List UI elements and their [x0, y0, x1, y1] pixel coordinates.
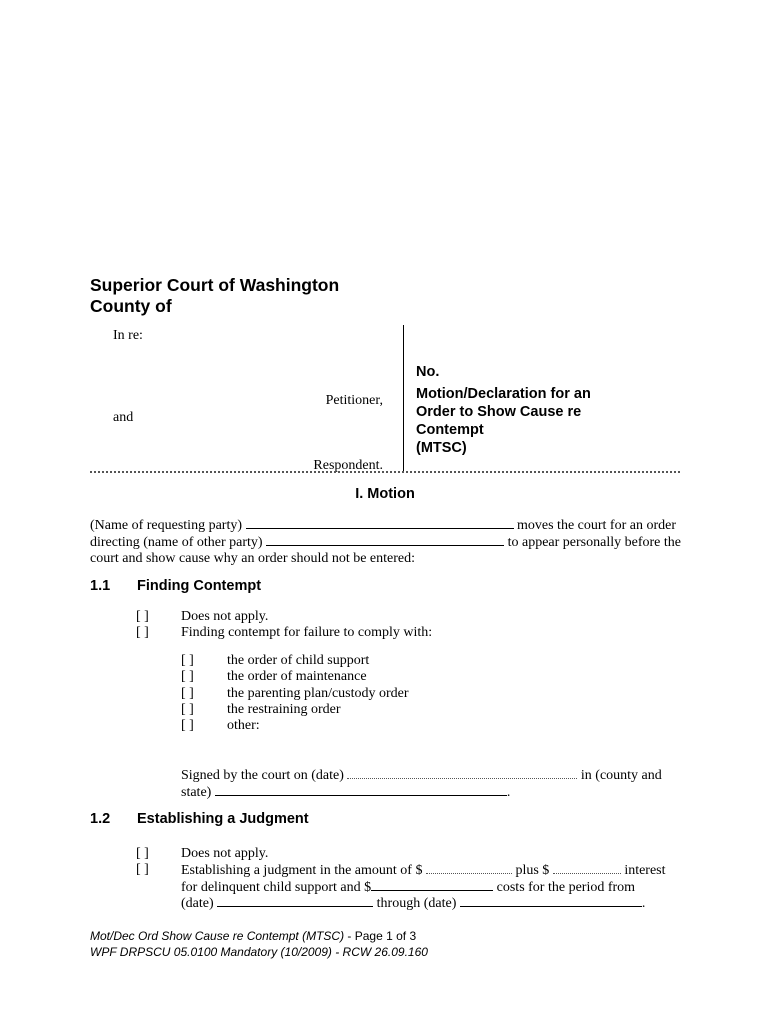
- judgment-amount-label: Establishing a judgment in the amount of $: [181, 863, 423, 878]
- period: .: [641, 896, 646, 911]
- period: .: [506, 785, 511, 800]
- form-title-line: (MTSC): [416, 440, 467, 456]
- respondent-label: Respondent.: [313, 458, 383, 473]
- option-label: other:: [227, 718, 260, 733]
- section-number: 1.2: [90, 811, 111, 827]
- motion-text: to appear personally before the: [507, 535, 681, 550]
- interest-amount-field[interactable]: [553, 861, 621, 874]
- signed-date-label: Signed by the court on (date): [181, 768, 344, 783]
- option-label: the order of child support: [227, 653, 370, 668]
- requesting-party-label: (Name of requesting party): [90, 518, 242, 533]
- checkbox-establish-judgment[interactable]: [ ]: [136, 862, 149, 877]
- county-label: County of: [90, 296, 172, 316]
- judgment-amount-field[interactable]: [426, 861, 512, 874]
- from-date-field[interactable]: [217, 894, 373, 907]
- footer-line-1: [90, 928, 416, 944]
- motion-text: court and show cause why an order should not be entered:: [90, 551, 416, 566]
- other-party-field[interactable]: [266, 533, 504, 546]
- petitioner-label: Petitioner,: [325, 393, 383, 408]
- checkbox-restraining-order[interactable]: [ ]: [181, 702, 194, 717]
- in-re-label: In re:: [113, 328, 143, 343]
- footer-page-number: - Page 1 of 3: [344, 929, 417, 943]
- checkbox-does-not-apply[interactable]: [ ]: [136, 609, 149, 624]
- checkbox-finding-contempt[interactable]: [ ]: [136, 625, 149, 640]
- caption-rule: [90, 471, 680, 473]
- footer-line-2: WPF DRPSCU 05.0100 Mandatory (10/2009) - RCW 26.09.160: [90, 945, 428, 959]
- caption-divider: [403, 325, 404, 472]
- footer-form-name: Mot/Dec Ord Show Cause re Contempt (MTSC): [90, 929, 345, 943]
- county-state-field[interactable]: [215, 783, 507, 796]
- through-date-field[interactable]: [460, 894, 642, 907]
- state-label: state): [181, 785, 212, 800]
- period-from-label: costs for the period from: [496, 880, 636, 895]
- court-name: Superior Court of Washington: [90, 275, 340, 295]
- form-title-line: Contempt: [416, 422, 484, 438]
- interest-label: interest: [624, 863, 666, 878]
- county-state-label: in (county and: [580, 768, 662, 783]
- through-date-label: through (date): [376, 896, 457, 911]
- checkbox-child-support[interactable]: [ ]: [181, 653, 194, 668]
- from-date-label: (date): [181, 896, 214, 911]
- checkbox-judgment-not-apply[interactable]: [ ]: [136, 846, 149, 861]
- costs-field[interactable]: [371, 878, 493, 891]
- option-label: Does not apply.: [181, 846, 269, 861]
- checkbox-maintenance[interactable]: [ ]: [181, 669, 194, 684]
- motion-text: moves the court for an order: [517, 518, 676, 533]
- form-title-line: Motion/Declaration for an: [416, 386, 591, 402]
- and-label: and: [113, 410, 134, 425]
- case-number-label: No.: [416, 364, 440, 380]
- section-title: Finding Contempt: [137, 578, 262, 594]
- costs-label: for delinquent child support and $: [181, 880, 372, 895]
- section-number: 1.1: [90, 578, 111, 594]
- other-party-label: directing (name of other party): [90, 535, 263, 550]
- form-title-line: Order to Show Cause re: [416, 404, 582, 420]
- requesting-party-field[interactable]: [246, 516, 514, 529]
- plus-label: plus $: [515, 863, 550, 878]
- section-title: Establishing a Judgment: [137, 811, 309, 827]
- checkbox-parenting-plan[interactable]: [ ]: [181, 686, 194, 701]
- option-label: the parenting plan/custody order: [227, 686, 409, 701]
- motion-heading: I. Motion: [355, 486, 415, 502]
- option-label: the restraining order: [227, 702, 341, 717]
- checkbox-other[interactable]: [ ]: [181, 718, 194, 733]
- option-label: Does not apply.: [181, 609, 269, 624]
- option-label: Finding contempt for failure to comply with:: [181, 625, 433, 640]
- option-label: the order of maintenance: [227, 669, 367, 684]
- signed-date-field[interactable]: [347, 766, 577, 779]
